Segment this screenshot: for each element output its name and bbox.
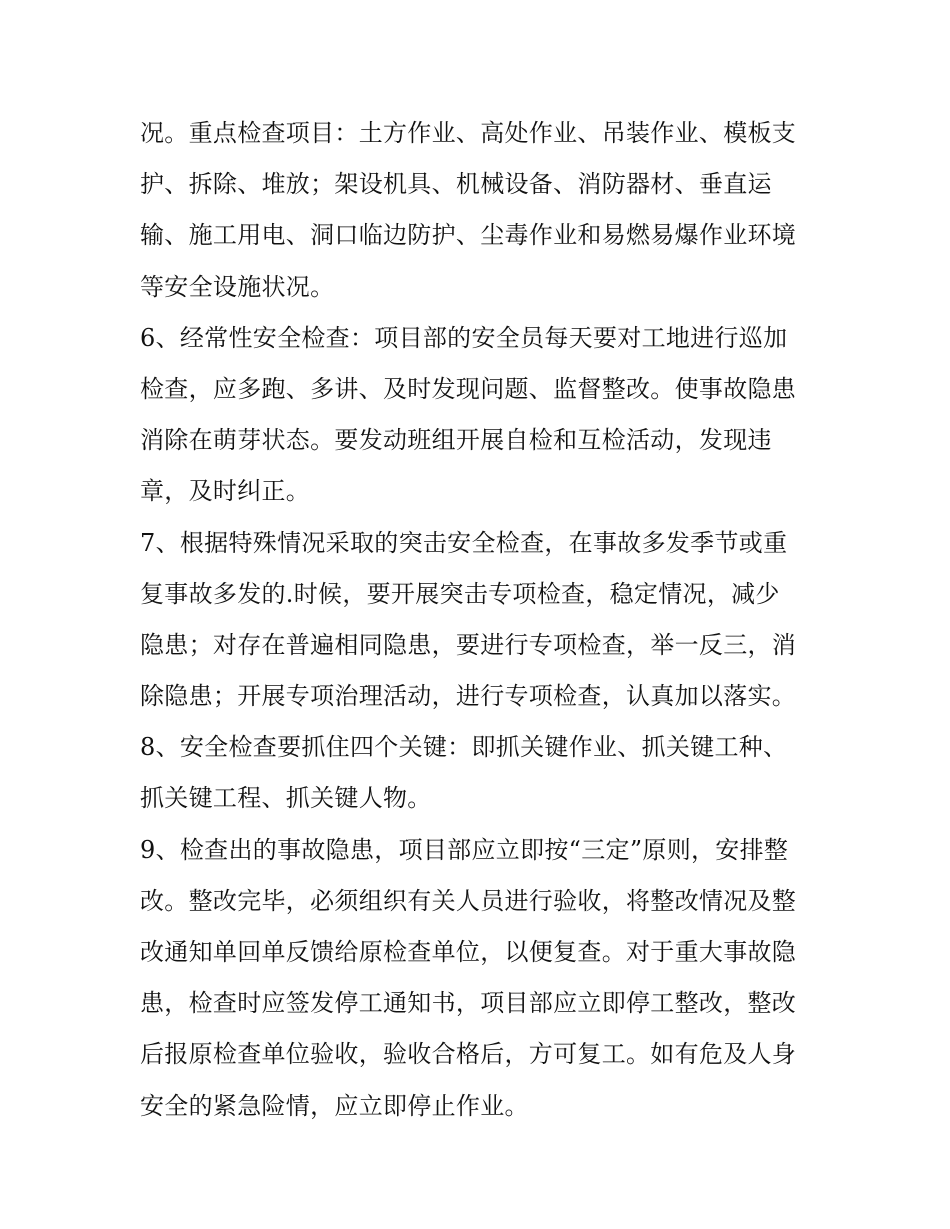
text-line: 改通知单回单反馈给原检查单位，以便复查。对于重大事故隐: [140, 938, 797, 966]
text-line: 患，检查时应签发停工通知书，项目部应立即停工整改，整改: [140, 989, 797, 1018]
text-line: 7、根据特殊情况采取的突击安全检查，在事故多发季节或重: [140, 528, 788, 557]
text-line: 护、拆除、堆放；架设机具、机械设备、消防器材、垂直运: [140, 170, 772, 199]
text-line: 后报原检查单位验收，验收合格后，方可复工。如有危及人身: [140, 1040, 797, 1069]
text-line: 输、施工用电、洞口临边防护、尘毒作业和易燃易爆作业环境: [140, 221, 797, 250]
text-line: 改。整改完毕，必须组织有关人员进行验收，将整改情况及整: [140, 886, 797, 915]
text-line: 9、检查出的事故隐患，项目部应立即按“三定”原则，安排整: [140, 835, 789, 864]
text-line: 除隐患；开展专项治理活动，进行专项检查，认真加以落实。: [140, 682, 797, 711]
text-line: 安全的紧急险情，应立即停止作业。: [140, 1091, 529, 1120]
text-line: 况。重点检查项目：土方作业、高处作业、吊装作业、模板支: [140, 119, 797, 147]
text-line: 复事故多发的.时候，要开展突击专项检查，稳定情况，减少: [140, 579, 780, 608]
text-line: 6、经常性安全检查：项目部的安全员每天要对工地进行巡加: [140, 323, 788, 352]
text-line: 抓关键工程、抓关键人物。: [140, 784, 432, 813]
document-body: [140, 108, 820, 1132]
text-line: 消除在萌芽状态。要发动班组开展自检和互检活动，发现违: [140, 426, 772, 455]
text-line: 8、安全检查要抓住四个关键：即抓关键作业、抓关键工种、: [140, 733, 788, 762]
text-line: 章，及时纠正。: [140, 477, 311, 506]
text-line: 等安全设施状况。: [140, 272, 335, 301]
text-line: 隐患；对存在普遍相同隐患，要进行专项检查，举一反三，消: [140, 630, 797, 659]
text-line: 检查，应多跑、多讲、及时发现问题、监督整改。使事故隐患: [140, 374, 797, 403]
